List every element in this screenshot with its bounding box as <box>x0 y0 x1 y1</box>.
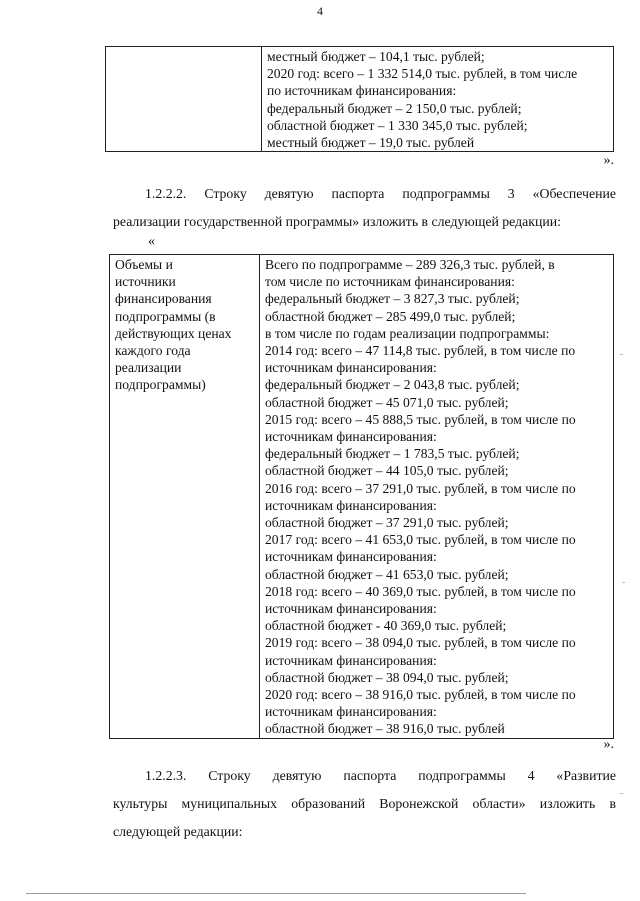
table2-line: источникам финансирования: <box>265 601 437 617</box>
page-number: 4 <box>317 4 323 18</box>
scan-mark <box>620 793 623 794</box>
table2-label-line: действующих ценах <box>115 325 232 341</box>
paragraph2-line: следующей редакции: <box>113 824 243 839</box>
table2-label-line: источники <box>115 274 176 290</box>
table2-label-line: подпрограммы) <box>115 377 206 393</box>
paragraph1-line: реализации государственной программы» изложить в следующей редакции: <box>113 214 561 229</box>
table2-line: источникам финансирования: <box>265 429 437 445</box>
table2-line: источникам финансирования: <box>265 549 437 565</box>
table2-label-line: финансирования <box>115 291 212 307</box>
table2-label-line: подпрограммы (в <box>115 308 216 324</box>
table2-closing-quote: ». <box>603 737 614 752</box>
table1-line: областной бюджет – 1 330 345,0 тыс. рублей; <box>267 117 528 133</box>
table2-line: областной бюджет – 45 071,0 тыс. рублей; <box>265 394 509 410</box>
budget-table-subprogram-3 <box>109 254 614 739</box>
table2-label-line: Объемы и <box>115 257 173 272</box>
table1-value-cell <box>262 47 614 152</box>
scan-mark <box>620 354 623 355</box>
budget-table-continued <box>105 46 614 152</box>
table1-line: по источникам финансирования: <box>267 83 457 99</box>
table2-line: областной бюджет – 38 094,0 тыс. рублей; <box>265 669 509 685</box>
table1-closing-quote: ». <box>603 153 614 168</box>
paragraph2-line: 1.2.2.3. Строку девятую паспорта подпрограммы 4 «Развитие <box>145 768 616 783</box>
table1-label-cell <box>106 47 262 152</box>
table2-line: источникам финансирования: <box>265 497 437 513</box>
scan-mark <box>622 582 625 583</box>
table2-line: областной бюджет – 44 105,0 тыс. рублей; <box>265 463 509 479</box>
table2-label-cell <box>110 255 260 739</box>
table2-line: 2014 год: всего – 47 114,8 тыс. рублей, в том числе по <box>265 343 576 359</box>
table1-line: федеральный бюджет – 2 150,0 тыс. рублей; <box>267 100 522 116</box>
table2-line: 2020 год: всего – 38 916,0 тыс. рублей, в том числе по <box>265 687 576 703</box>
paragraph-1-2-2-3 <box>113 762 616 846</box>
table2-label-line: реализации <box>115 360 182 376</box>
table2-line: 2019 год: всего – 38 094,0 тыс. рублей, в том числе по <box>265 635 576 651</box>
table2-line: 2018 год: всего – 40 369,0 тыс. рублей, в том числе по <box>265 583 576 599</box>
paragraph1-line: 1.2.2.2. Строку девятую паспорта подпрограммы 3 «Обеспечение <box>145 186 616 201</box>
table2-line: федеральный бюджет – 2 043,8 тыс. рублей; <box>265 377 520 393</box>
table1-line: местный бюджет – 19,0 тыс. рублей <box>267 135 475 151</box>
table2-line: 2017 год: всего – 41 653,0 тыс. рублей, в том числе по <box>265 532 576 548</box>
table1-line: местный бюджет – 104,1 тыс. рублей; <box>267 49 485 64</box>
footer-rule <box>26 893 526 894</box>
table2-line: в том числе по годам реализации подпрограммы: <box>265 325 550 341</box>
table2-line: областной бюджет – 37 291,0 тыс. рублей; <box>265 515 509 531</box>
table2-label-line: каждого года <box>115 343 191 359</box>
table2-line: источникам финансирования: <box>265 704 437 720</box>
table2-line: 2015 год: всего – 45 888,5 тыс. рублей, в том числе по <box>265 411 576 427</box>
table2-opening-quote: « <box>148 234 155 249</box>
table2-line: источникам финансирования: <box>265 360 437 376</box>
table2-line: 2016 год: всего – 37 291,0 тыс. рублей, в том числе по <box>265 480 576 496</box>
table2-line: областной бюджет – 285 499,0 тыс. рублей; <box>265 308 516 324</box>
table2-line: источникам финансирования: <box>265 652 437 668</box>
table1-line: 2020 год: всего – 1 332 514,0 тыс. рублей, в том числе <box>267 66 578 82</box>
table2-line: областной бюджет – 38 916,0 тыс. рублей <box>265 721 505 737</box>
table2-line: федеральный бюджет – 3 827,3 тыс. рублей; <box>265 291 520 307</box>
table2-line: том числе по источникам финансирования: <box>265 274 515 290</box>
table2-line: областной бюджет - 40 369,0 тыс. рублей; <box>265 618 507 634</box>
table2-line: федеральный бюджет – 1 783,5 тыс. рублей; <box>265 446 520 462</box>
paragraph-1-2-2-2 <box>113 180 616 236</box>
paragraph2-line: культуры муниципальных образований Воронежской области» изложить в <box>113 796 616 811</box>
table2-line: Всего по подпрограмме – 289 326,3 тыс. рублей, в <box>265 257 555 272</box>
table2-value-cell <box>260 255 614 739</box>
table2-line: областной бюджет – 41 653,0 тыс. рублей; <box>265 566 509 582</box>
